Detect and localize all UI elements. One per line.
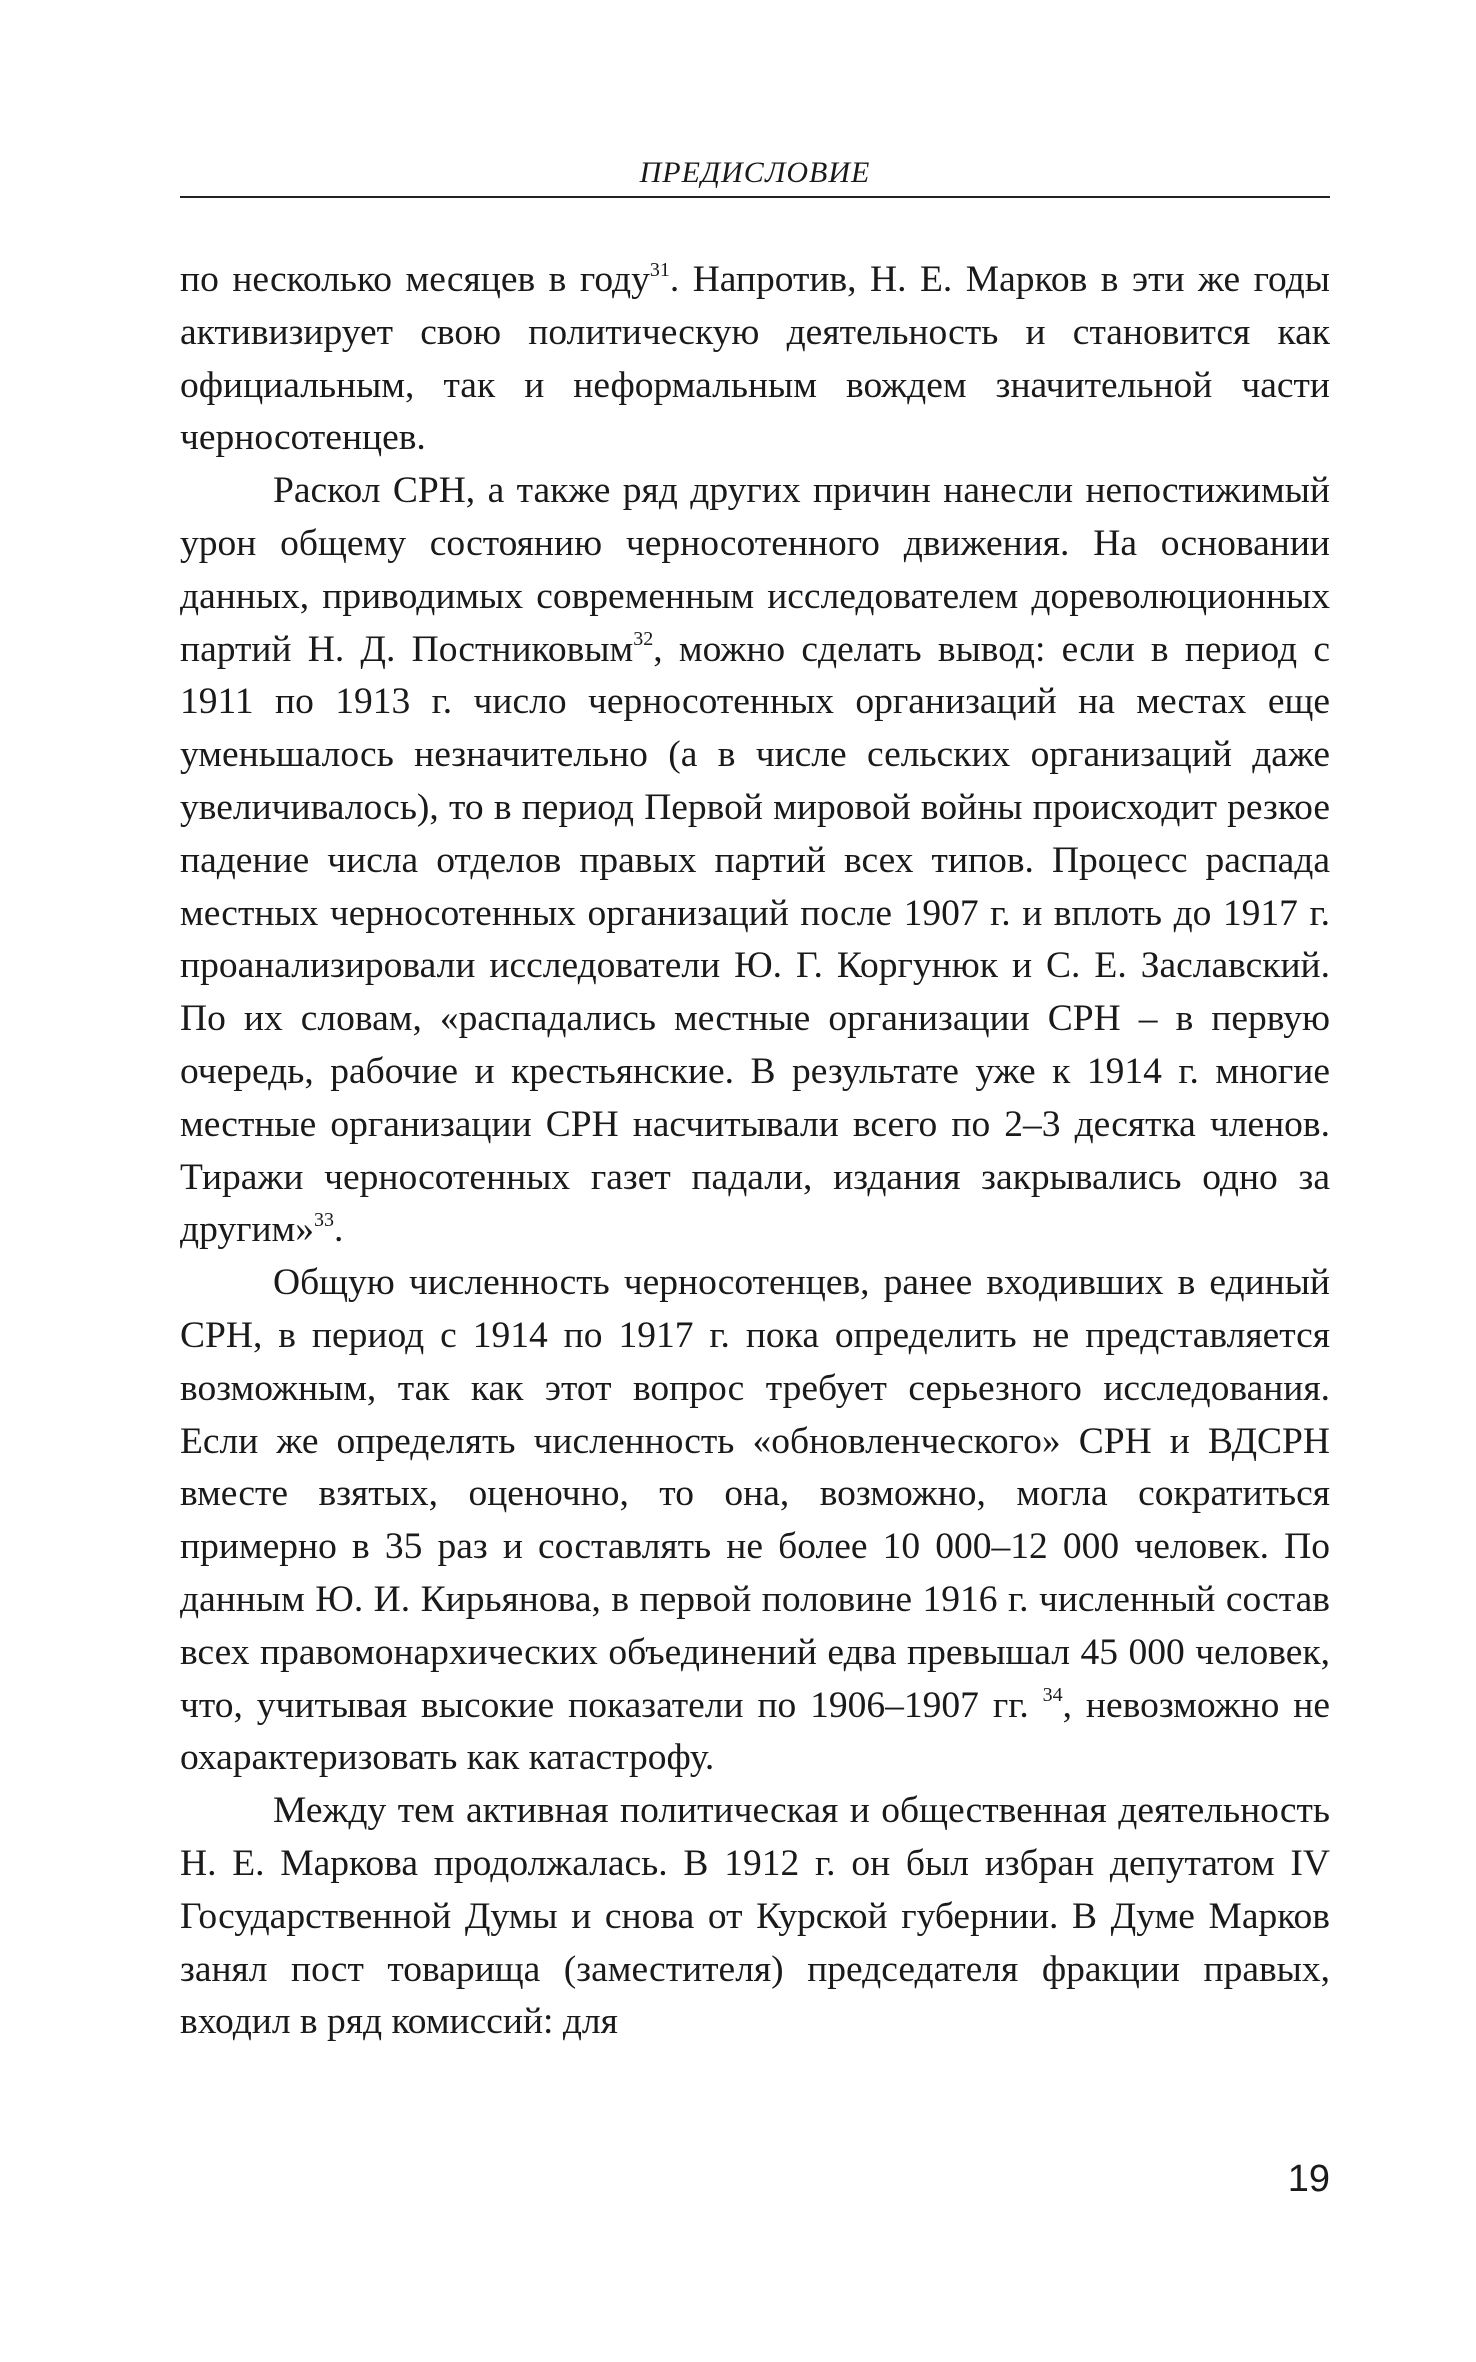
footnote-ref-33[interactable]: 33 xyxy=(314,1208,335,1231)
paragraph-2 xyxy=(180,465,1330,1257)
paragraph-4 xyxy=(180,1785,1330,2049)
page-number: 19 xyxy=(1287,2158,1330,2200)
text-segment: , невозможно не охарактеризовать как катастрофу. xyxy=(180,1684,1330,1779)
paragraph-3 xyxy=(180,1257,1330,1785)
running-header-title: ПРЕДИСЛОВИЕ xyxy=(639,156,871,189)
text-segment: . Напротив, Н. Е. Марков в эти же годы активизирует свою политическую деятельность и становится как официальным, так и неформальным вождем значительной части черносотенцев. xyxy=(180,259,1330,459)
text-segment: , можно сделать вывод: если в период с 1911 по 1913 г. число черносотенных организаций на местах еще уменьшалось незначительно (а в числе сельских организаций даже увеличивалось), то в период Первой мировой войны происходит резкое падение числа отделов правых партий всех типов. Процесс распада местных черносотенных организаций после 1907 г. и вплоть до 1917 г. проанализировали исследователи Ю. Г. Коргунюк и С. Е. Заславский. По их словам, «распадались местные организации СРН – в первую очередь, рабочие и крестьянские. В результате уже к 1914 г. многие местные организации СРН насчитывали всего по 2–3 десятка членов. Тиражи черносотенных газет падали, издания закрывались одно за другим» xyxy=(180,628,1330,1251)
text-segment: Раскол СРН, а также ряд других причин нанесли непостижимый урон общему состоянию черносотенного движения. На основании данных, приводимых современным исследователем дореволюционных партий Н. Д. Постниковым xyxy=(180,470,1330,670)
footnote-ref-32[interactable]: 32 xyxy=(633,628,654,651)
text-segment: по несколько месяцев в году xyxy=(180,259,650,300)
text-segment: Между тем активная политическая и общественная деятельность Н. Е. Маркова продолжалась. В 1912 г. он был избран депутатом IV Государственной Думы и снова от Курской губернии. В Думе Марков занял пост товарища (заместителя) председателя фракции правых, входил в ряд комиссий: для xyxy=(180,1790,1330,2043)
page-body xyxy=(180,254,1330,2049)
footnote-ref-34[interactable]: 34 xyxy=(1042,1684,1063,1707)
text-segment: . xyxy=(334,1209,344,1251)
running-header xyxy=(180,150,1330,198)
footnote-ref-31[interactable]: 31 xyxy=(649,258,670,281)
text-segment: Общую численность черносотенцев, ранее входивших в единый СРН, в период с 1914 по 1917 г. пока определить не представляется возможным, так как этот вопрос требует серьезного исследования. Если же определять численность «обновленческого» СРН и ВДСРН вместе взятых, оценочно, то она, возможно, могла сократиться примерно в 35 раз и составлять не более 10 000–12 000 человек. По данным Ю. И. Кирьянова, в первой половине 1916 г. численный состав всех правомонархических объединений едва превышал 45 000 человек, что, учитывая высокие показатели по 1906–1907 гг. xyxy=(180,1262,1330,1726)
paragraph-1 xyxy=(180,254,1330,465)
